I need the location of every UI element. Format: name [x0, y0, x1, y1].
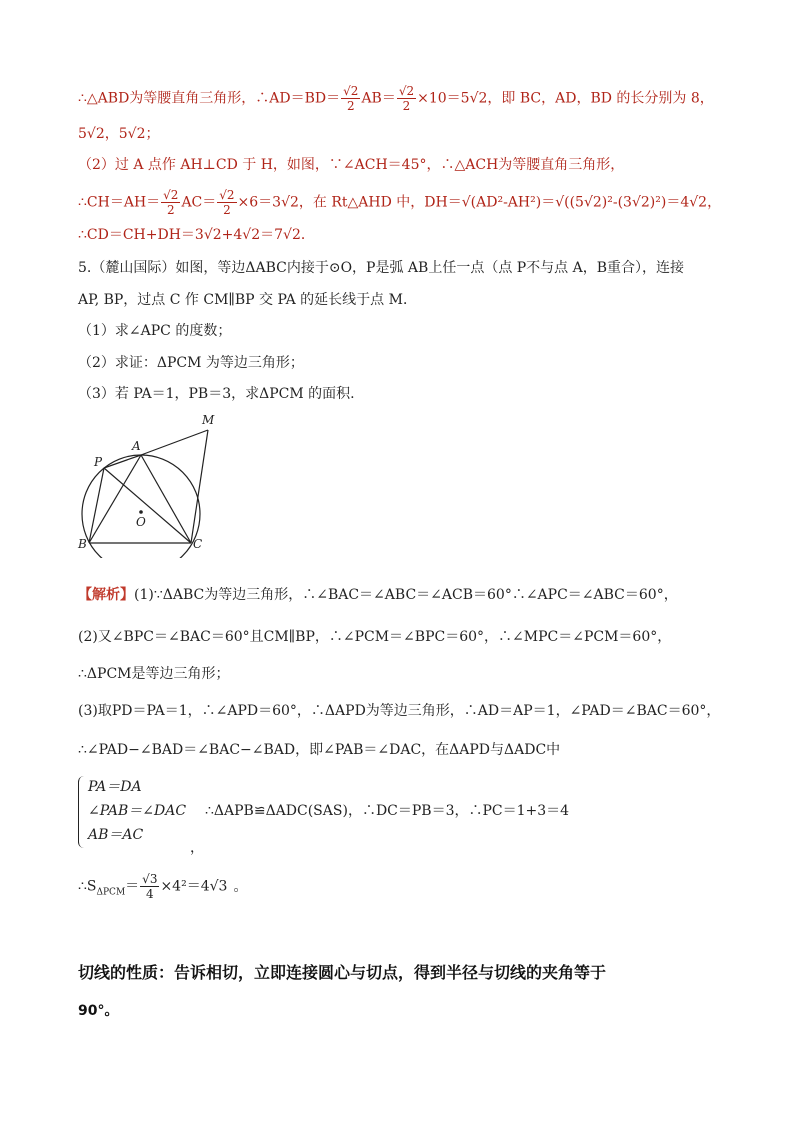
solution-line-4: (3)取PD＝PA＝1，∴∠APD＝60°，∴ΔAPD为等边三角形，∴AD＝AP＝1，∠PAD＝∠BAC＝60°， — [78, 703, 721, 719]
segment-PB — [89, 468, 104, 543]
fraction: $\frac{√2}{2}$ — [343, 84, 359, 113]
radical-expression: √((5√2)²-(3√2)²) — [555, 194, 667, 211]
question-2: （2）求证：ΔPCM 为等边三角形； — [78, 355, 304, 371]
geometry-figure — [74, 408, 234, 558]
system-comma: ， — [190, 840, 204, 856]
segment-AC — [141, 455, 191, 543]
fraction: $\frac{√2}{2}$ — [163, 188, 179, 217]
area-formula: $\therefore S_{\Delta PCM}=$ $\frac{√3}{4}$ ×4²＝4√3 。 — [78, 872, 248, 901]
segment-AM — [141, 430, 208, 455]
label-A: A — [132, 439, 141, 453]
congruence-conclusion: ∴ΔAPB≌ΔADC(SAS)，∴DC＝PB＝3，∴PC＝1+3＝4 — [205, 803, 570, 819]
fraction: $\frac{√2}{2}$ — [219, 188, 235, 217]
prev-solution-line-5: ∴CD＝CH+DH＝3√2+4√2＝7√2． — [78, 227, 315, 243]
prev-solution-line-1: ∴△ABD为等腰直角三角形，∴AD＝BD＝ $\frac{√2}{2}$ AB＝ $\frac{√2}{2}$ ×10＝5√2，即 BC，AD，BD 的长分别为 8， — [78, 84, 714, 113]
system-eq-2: ∠PAB＝∠DAC — [88, 803, 187, 819]
question-3: （3）若 PA＝1，PB＝3，求ΔPCM 的面积. — [78, 386, 355, 402]
solution-line-5: ∴∠PAD−∠BAD＝∠BAC−∠BAD，即∠PAB＝∠DAC，在ΔAPD与ΔADC中 — [78, 742, 561, 758]
label-C: C — [193, 537, 203, 551]
radical-expression: √(AD²-AH²) — [461, 194, 542, 211]
solution-line-2: (2)又∠BPC＝∠BAC＝60°且CM∥BP，∴∠PCM＝∠BPC＝60°，∴∠MPC＝∠PCM＝60°， — [78, 629, 672, 645]
problem-line-2: AP, BP，过点 C 作 CM∥BP 交 PA 的延长线于点 M． — [78, 292, 417, 308]
question-1: （1）求∠APC 的度数； — [78, 323, 232, 339]
prev-solution-line-3: （2）过 A 点作 AH⊥CD 于 H，如图，∵∠ACH＝45°，∴△ACH为等腰直角三角形， — [78, 157, 625, 173]
prev-solution-line-2: 5√2，5√2； — [78, 126, 160, 142]
system-eq-3: AB＝AC — [88, 827, 144, 843]
tangent-property-line-1: 切线的性质：告诉相切，立即连接圆心与切点，得到半径与切线的夹角等于 — [78, 963, 607, 982]
center-point — [139, 510, 143, 514]
analysis-tag: 【解析】 — [78, 587, 134, 603]
problem-line-1: 5.（麓山国际）如图，等边ΔABC内接于⊙O，P是弧 AB上任一点（点 P不与点 A，B重合），连接 — [78, 260, 685, 276]
segment-PC — [104, 468, 191, 543]
label-P: P — [94, 455, 103, 469]
label-O: O — [136, 515, 146, 529]
tangent-property-line-2: 90°。 — [78, 1003, 119, 1019]
label-M: M — [202, 413, 215, 427]
solution-line-3: ∴ΔPCM是等边三角形； — [78, 666, 230, 682]
solution-line-1: 【解析】(1)∵ΔABC为等边三角形，∴∠BAC＝∠ABC＝∠ACB＝60°∴∠APC＝∠ABC＝60°， — [78, 587, 678, 603]
system-brace — [78, 776, 87, 848]
label-B: B — [78, 537, 87, 551]
system-eq-1: PA＝DA — [88, 779, 142, 795]
prev-solution-line-4: ∴CH＝AH＝ $\frac{√2}{2}$ AC＝ $\frac{√2}{2}$ ×6＝3√2，在 Rt△AHD 中，DH＝√(AD²-AH²)＝√((5√2)²-(3√2)²)＝4√2， — [78, 188, 722, 217]
fraction: $\frac{√3}{4}$ — [142, 872, 158, 901]
fraction: $\frac{√2}{2}$ — [398, 84, 415, 113]
segment-PA — [104, 455, 141, 468]
